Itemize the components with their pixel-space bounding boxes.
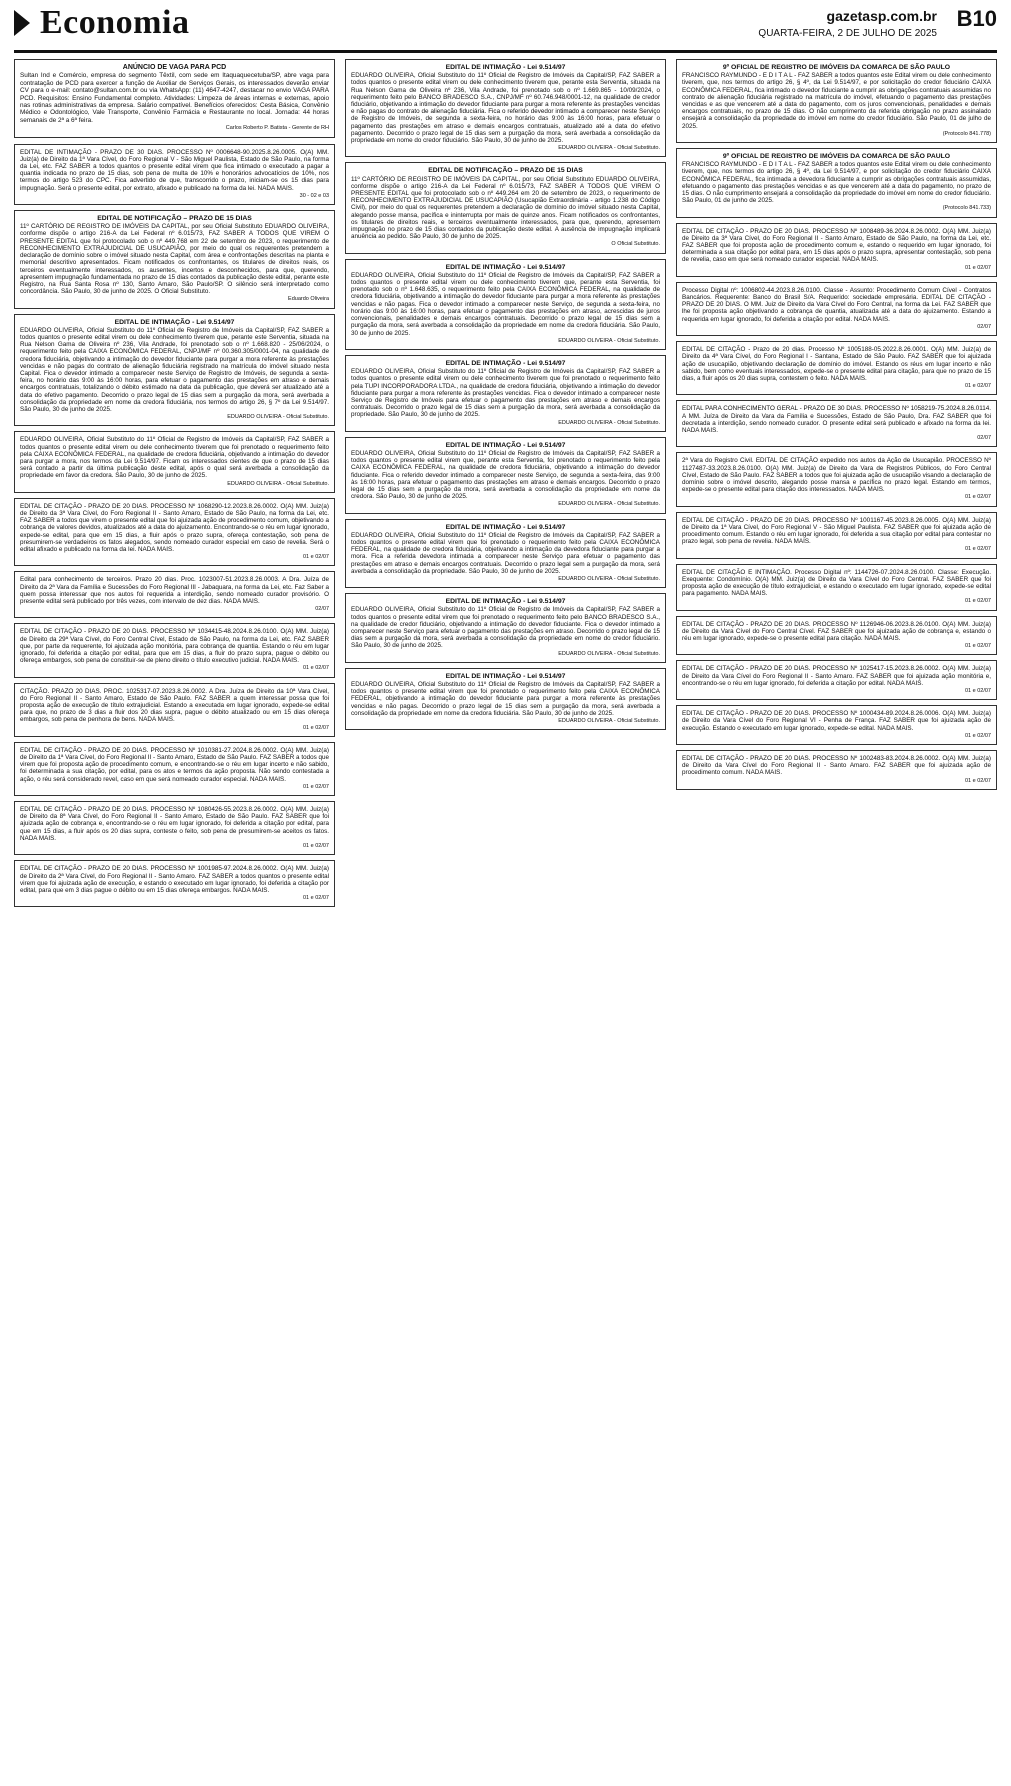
- notice-signature: EDUARDO OLIVEIRA - Oficial Substituto.: [558, 650, 660, 657]
- notice-title: EDITAL DE INTIMAÇÃO - Lei 9.514/97: [445, 523, 566, 531]
- notice-body: EDITAL DE CITAÇÃO - PRAZO DE 20 DIAS. PROCESSO Nº 1126946-06.2023.8.26.0100. O(A) MM. Juiz(a) de Direito da Vara Cível do Foro Central Cível. FAZ SABER que foi ajuizada ação de cobrança e, estando o réu em lugar ignorado, expede-se o presente edital para citação. NADA MAIS.: [682, 620, 991, 642]
- legal-notice: [14, 59, 335, 138]
- legal-notice: [14, 144, 335, 205]
- notice-signature: 01 e 02/07: [965, 732, 991, 739]
- legal-notice: [676, 400, 997, 447]
- notice-signature: 01 e 02/07: [965, 546, 991, 553]
- legal-notice: [14, 742, 335, 796]
- legal-notice: [676, 512, 997, 559]
- notice-signature: 30 - 02 e 03: [299, 192, 329, 199]
- notice-signature: O Oficial Substituto.: [611, 241, 660, 248]
- notice-body: EDUARDO OLIVEIRA, Oficial Substituto do 11º Oficial de Registro de Imóveis da Capital/SP, FAZ SABER a todos quantos o presente edital virem ou dele conhecimento tiverem que, perante esta Serventia, foi prenotado sob o nº 1.648.635, o requerimento feito pela CAIXA ECONÔMICA FEDERAL, na qualidade de credora fiduciária, objetivando a intimação do devedor fiduciante para purgar a mora referente às prestações vencidas e não pagas. Fica o devedor intimado a comparecer neste Serviço, de segunda a sexta-feira, no horário das 9:00 às 16:00 horas, para efetuar o pagamento das prestações em atraso, acrescidas de juros convencionais, penalidades e demais encargos contratuais. Decorrido o prazo legal de 15 dias sem a purgação da mora, será averbada a consolidação da propriedade em nome da credora fiduciária. São Paulo, 30 de junho de 2025.: [351, 271, 660, 337]
- notice-signature: EDUARDO OLIVEIRA - Oficial Substituto.: [558, 501, 660, 508]
- notice-body: Sultan Ind e Comércio, empresa do segmento Têxtil, com sede em Itaquaquecetuba/SP, abre vaga para contratação de PCD para exercer a função de Auxiliar de Serviços Gerais, os interessados deverão enviar CV para o e-mail: contato@sultan.com.br ou via WhatsApp: (11) 4647-4247, destacar no envio VAGA PARA PCD. Requisitos: Ensino Fundamental completo. Atividades: Limpeza de áreas internas e externas, apoio nas rotinas administrativas da empresa. Salário compatível. Benefícios oferecidos: Cesta Básica, Convênio Médico e Odontológico, Vale Transporte, Convênio Farmácia e Restaurante no local. Jornada: 44 horas semanais de 2ª a 6ª feira.: [20, 72, 329, 124]
- chevron-right-icon: [14, 10, 30, 36]
- notice-body: EDUARDO OLIVEIRA, Oficial Substituto do 11º Oficial de Registro de Imóveis da Capital/SP, FAZ SABER a todos quantos o presente edital virem ou dele conhecimento tiverem que, perante esta Serventia, situada na Rua Nelson Gama de Oliveira nº 236, Vila Andrade, foi prenotado sob o nº 1.669.865 - 10/09/2024, o requerimento feito pelo BANCO BRADESCO S.A., CNPJ/MF nº 60.746.948/0001-12, na qualidade de credor fiduciário, objetivando a intimação do devedor fiduciante para purgar a mora referente às prestações vencidas e não pagas do contrato de alienação fiduciária. Fica o referido devedor intimado a comparecer neste Serviço de Registro de Imóveis, de segunda a sexta-feira, no horário das 9:00 às 16:00 horas, para efetuar o pagamento das prestações em atraso e demais encargos contratuais, atualizado até a data do efetivo pagamento. Decorrido o prazo legal de 15 dias sem a purgação da mora, será averbada a consolidação da propriedade em nome do credor fiduciário. São Paulo, 30 de junho de 2025.: [351, 72, 660, 145]
- notice-signature: 01 e 02/07: [965, 264, 991, 271]
- notice-body: FRANCISCO RAYMUNDO - E D I T A L - FAZ SABER a todos quantos este Edital virem ou dele conhecimento tiverem, que, nos termos do artigo 26, § 4º, da Lei 9.514/97, e por solicitação do credor fiduciário CAIXA ECONÔMICA FEDERAL, fica intimado o devedor fiduciante a cumprir as obrigações contratuais assumidas no contrato de alienação fiduciária registrado na matrícula do imóvel, efetuando o pagamento das prestações vencidas e as que vencerem até a data do pagamento, com os juros convencionais, penalidades e demais encargos contratuais, no prazo de 15 dias. O não cumprimento da referida obrigação no prazo assinalado ensejará a consolidação da propriedade do imóvel em nome do credor fiduciário. São Paulo, 01 de julho de 2025.: [682, 72, 991, 130]
- notice-body: Edital para conhecimento de terceiros. Prazo 20 dias. Proc. 1023007-51.2023.8.26.0003. A Dra. Juíza de Direito da 2ª Vara da Família e Sucessões do Foro Regional III - Jabaquara, na forma da Lei, etc. Faz Saber a quem possa interessar que nos autos foi requerida a interdição, sendo nomeado curador provisório. O presente edital será publicado por três vezes, com intervalo de dez dias. NADA MAIS.: [20, 576, 329, 606]
- notice-body: EDUARDO OLIVEIRA, Oficial Substituto do 11º Oficial de Registro de Imóveis da Capital/SP, FAZ SABER a todos quantos o presente edital virem ou dele conhecimento tiverem que foi prenotado o requerimento feito pela TUPI INCORPORADORA LTDA., na qualidade de credora fiduciária, objetivando a intimação do devedor fiduciante para purgar a mora referente às prestações vencidas. Fica o devedor intimado a comparecer neste Serviço de Registro de Imóveis para efetuar o pagamento das prestações em atraso e demais encargos contratuais. Decorrido o prazo legal de 15 dias sem a purgação da mora, será averbada a consolidação da propriedade. São Paulo, 30 de junho de 2025.: [351, 368, 660, 419]
- notice-title: EDITAL DE NOTIFICAÇÃO – PRAZO DE 15 DIAS: [428, 167, 583, 175]
- notice-body: EDUARDO OLIVEIRA, Oficial Substituto do 11º Oficial de Registro de Imóveis da Capital/SP, FAZ SABER a todos quantos o presente edital virem que foi prenotado o requerimento feito pela CAIXA ECONÔMICA FEDERAL, objetivando a intimação do devedor fiduciante para purgar a mora referente às prestações vencidas e não pagas. Decorrido o prazo legal de 15 dias sem a purgação da mora, será averbada a consolidação da propriedade em nome da credora fiduciária. São Paulo, 30 de junho de 2025.: [351, 681, 660, 717]
- notice-title: EDITAL DE INTIMAÇÃO - Lei 9.514/97: [445, 672, 566, 680]
- notice-body: EDITAL DE CITAÇÃO - PRAZO DE 20 DIAS. PROCESSO Nº 1025417-15.2023.8.26.0002. O(A) MM. Juiz(a) de Direito da Vara Cível do Foro Regional II - Santo Amaro. FAZ SABER que foi ajuizada ação monitória e, encontrando-se o réu em lugar ignorado, foi deferida a citação por edital. NADA MAIS.: [682, 665, 991, 687]
- column-2: [345, 59, 666, 1781]
- notice-signature: EDUARDO OLIVEIRA - Oficial Substituto.: [558, 575, 660, 582]
- notice-signature: EDUARDO OLIVEIRA - Oficial Substituto.: [227, 414, 329, 421]
- notice-signature: 01 e 02/07: [303, 895, 329, 902]
- legal-notice: [14, 860, 335, 907]
- notice-title: EDITAL DE INTIMAÇÃO - Lei 9.514/97: [445, 359, 566, 367]
- notice-title: EDITAL DE INTIMAÇÃO - Lei 9.514/97: [445, 263, 566, 271]
- notice-signature: 01 e 02/07: [965, 494, 991, 501]
- notice-signature: EDUARDO OLIVEIRA - Oficial Substituto.: [558, 337, 660, 344]
- legal-notice: [345, 259, 666, 350]
- notice-title: EDITAL DE INTIMAÇÃO - Lei 9.514/97: [445, 598, 566, 606]
- legal-notice: [676, 660, 997, 700]
- notice-title: 9º OFICIAL DE REGISTRO DE IMÓVEIS DA COMARCA DE SÃO PAULO: [722, 64, 951, 71]
- notice-signature: 01 e 02/07: [965, 598, 991, 605]
- notice-body: EDITAL DE CITAÇÃO - PRAZO DE 20 DIAS. PROCESSO Nº 1002483-83.2024.8.26.0002. O(A) MM. Juiz(a) de Direito da Vara Cível do Foro Regional II - Santo Amaro. FAZ SABER que foi ajuizada ação de procedimento comum. NADA MAIS.: [682, 755, 991, 777]
- legal-notice: [14, 623, 335, 677]
- notice-signature: 01 e 02/07: [303, 724, 329, 731]
- legal-notice: [14, 431, 335, 492]
- notice-signature: 02/07: [977, 323, 991, 330]
- columns: [14, 59, 997, 1781]
- notice-signature: 01 e 02/07: [303, 783, 329, 790]
- notice-title: ANÚNCIO DE VAGA PARA PCD: [122, 64, 227, 71]
- legal-notice: [345, 437, 666, 514]
- notice-body: EDUARDO OLIVEIRA, Oficial Substituto do 11º Oficial de Registro de Imóveis da Capital/SP, FAZ SABER a todos quantos o presente edital virem que foi prenotado o requerimento feito pela CAIXA ECONÔMICA FEDERAL, na qualidade de credora fiduciária, objetivando a intimação da devedora fiduciante para purgar a mora. Fica a referida devedora intimada a comparecer neste Serviço para efetuar o pagamento das prestações em atraso e demais encargos contratuais. Decorrido o prazo legal sem a purgação da mora, será averbada a consolidação da propriedade. São Paulo, 30 de junho de 2025.: [351, 531, 660, 575]
- legal-notice: [676, 750, 997, 790]
- page-number: B10: [956, 6, 997, 31]
- legal-notice: [345, 519, 666, 589]
- notice-signature: 01 e 02/07: [965, 383, 991, 390]
- notice-signature: 02/07: [977, 435, 991, 442]
- notice-signature: 02/07: [315, 606, 329, 613]
- notice-body: EDITAL DE INTIMAÇÃO - PRAZO DE 30 DIAS. PROCESSO Nº 0006648-90.2025.8.26.0005. O(A) MM. Juiz(a) de Direito da 1ª Vara Cível, do Foro Regional V - São Miguel Paulista, Estado de São Paulo, na forma da Lei, etc. FAZ SABER a todos quantos o presente edital virem que fica intimado o executado a pagar a quantia indicada no prazo de 15 dias, sob pena de multa de 10% e honorários advocatícios de 10%, nos termos do artigo 523 do CPC. Fica advertido de que, transcorrido o prazo, iniciam-se os 15 dias para impugnação. Será o presente edital, por extrato, afixado e publicado na forma da lei. NADA MAIS.: [20, 148, 329, 192]
- issue-date: QUARTA-FEIRA, 2 DE JULHO DE 2025: [758, 28, 937, 39]
- notice-body: EDITAL DE CITAÇÃO - PRAZO DE 20 DIAS. PROCESSO Nº 1001167-45.2023.8.26.0005. O(A) MM. Juiz(a) de Direito da 1ª Vara Cível, do Foro Regional V - São Miguel Paulista. FAZ SABER que foi ajuizada ação de procedimento comum. Estando o réu em lugar ignorado, foi deferida a sua citação por edital para contestar no prazo legal, sob pena de revelia. NADA MAIS.: [682, 516, 991, 546]
- legal-notice: [676, 148, 997, 218]
- notice-body: EDITAL DE CITAÇÃO - Prazo de 20 dias. Processo Nº 1005188-05.2022.8.26.0001. O(A) MM. Juiz(a) de Direito da 4ª Vara Cível, do Foro Regional I - Santana, Estado de São Paulo. FAZ SABER que foi ajuizada ação de usucapião, objetivando declaração de domínio do imóvel. Estando os réus em lugar incerto e não sabido, bem como eventuais interessados, expede-se o presente edital para citação, para que no prazo de 15 dias, a fluir após os 20 dias supra, contestem o feito. NADA MAIS.: [682, 346, 991, 382]
- notice-title: 9º OFICIAL DE REGISTRO DE IMÓVEIS DA COMARCA DE SÃO PAULO: [722, 153, 951, 161]
- notice-signature: Eduardo Oliveira: [288, 296, 329, 303]
- notice-title: EDITAL DE INTIMAÇÃO - Lei 9.514/97: [114, 318, 235, 326]
- notice-body: 11º CARTÓRIO DE REGISTRO DE IMÓVEIS DA CAPITAL, por seu Oficial Substituto EDUARDO OLIVEIRA, conforme dispõe o artigo 216-A da Lei Federal nº 6.015/73, FAZ SABER A TODOS QUE VIREM O PRESENTE EDITAL que foi protocolado sob o nº 449.768 em 22 de setembro de 2023, o requerimento de RECONHECIMENTO EXTRAJUDICIAL DE USUCAPIÃO, por meio do qual os requerentes pretendem a declaração de domínio sobre o imóvel situado nesta Capital, com área e confrontações descritas na planta e memorial descritivo apresentados. Ficam notificados os confrontantes, os titulares de direitos reais, os terceiros eventualmente interessados, os ausentes, incertos e desconhecidos, para que, querendo, apresentem impugnação fundamentada no prazo de 15 dias contados da publicação deste edital, perante este Registro, na Rua Santa Rosa nº 130, Santo Amaro, São Paulo/SP. O silêncio será interpretado como concordância. São Paulo, 30 de junho de 2025. O Oficial Substituto.: [20, 223, 329, 296]
- legal-notice: [14, 801, 335, 855]
- notice-signature: 01 e 02/07: [965, 777, 991, 784]
- notice-signature: 01 e 02/07: [303, 665, 329, 672]
- section-name: Economia: [40, 4, 190, 41]
- legal-notice: [345, 162, 666, 253]
- notice-signature: 01 e 02/07: [965, 643, 991, 650]
- legal-notice: [345, 668, 666, 730]
- notice-body: EDITAL DE CITAÇÃO - PRAZO DE 20 DIAS. PROCESSO Nº 1008489-36.2024.8.26.0002. O(A) MM. Juiz(a) de Direito da 3ª Vara Cível, do Foro Regional II - Santo Amaro, Estado de São Paulo, na forma da Lei, etc. FAZ SABER que foi proposta ação de procedimento comum e, estando o requerido em lugar ignorado, foi determinada a sua citação por edital para, em 15 dias após o prazo supra, apresentar contestação, sob pena de revelia, caso em que será nomeado curador especial. NADA MAIS.: [682, 227, 991, 264]
- legal-notice: [14, 571, 335, 618]
- notice-body: EDITAL PARA CONHECIMENTO GERAL - PRAZO DE 30 DIAS. PROCESSO Nº 1058219-75.2024.8.26.0114. A MM. Juíza de Direito da Vara da Família e Sucessões, Estado de São Paulo, Dra. FAZ SABER que foi decretada a interdição, sendo nomeado curador. O presente edital será publicado e afixado na forma da lei. NADA MAIS.: [682, 405, 991, 434]
- notice-title: EDITAL DE INTIMAÇÃO - Lei 9.514/97: [445, 441, 566, 449]
- notice-body: EDITAL DE CITAÇÃO - PRAZO DE 20 DIAS. PROCESSO Nº 1010381-27.2024.8.26.0002. O(A) MM. Juiz(a) de Direito da 1ª Vara Cível, do Foro Regional II - Santo Amaro, Estado de São Paulo. FAZ SABER a todos que virem que foi proposta ação de procedimento comum, e encontrando-se o réu em lugar incerto e não sabido, foi determinada a sua citação, por edital, para os atos e termos da ação proposta. Não sendo contestada a ação, o réu será considerado revel, caso em que será nomeado curador especial. NADA MAIS.: [20, 746, 329, 783]
- notice-body: Processo Digital nº: 1006802-44.2023.8.26.0100. Classe - Assunto: Procedimento Comum Cível - Contratos Bancários. Requerente: Banco do Brasil S/A. Requerido: sociedade empresária. EDITAL DE CITAÇÃO - PRAZO DE 20 DIAS. O MM. Juiz de Direito da Vara Cível do Foro Central, na forma da Lei. FAZ SABER que lhe foi proposta ação objetivando a cobrança de quantia, atualizada até a data do ajuizamento. Estando a requerida em lugar ignorado, foi deferida a citação por edital. NADA MAIS.: [682, 286, 991, 323]
- notice-body: EDITAL DE CITAÇÃO - PRAZO DE 20 DIAS. PROCESSO Nº 1034415-48.2024.8.26.0100. O(A) MM. Juiz(a) de Direito da 29ª Vara Cível, do Foro Central Cível, Estado de São Paulo, na forma da Lei, etc. FAZ SABER que, por parte da requerente, foi ajuizada ação monitória, para cobrança de quantia. Estando o réu em lugar ignorado, foi deferida a citação por edital, para que em 15 dias, a fluir do prazo supra, pague o débito ou ofereça embargos, sob pena de constituir-se de pleno direito o título executivo judicial. NADA MAIS.: [20, 628, 329, 665]
- section-title: [14, 4, 189, 42]
- page-header: [14, 0, 997, 53]
- notice-body: FRANCISCO RAYMUNDO - E D I T A L - FAZ SABER a todos quantos este Edital virem ou dele conhecimento tiverem, que, nos termos do artigo 26, § 4º, da Lei 9.514/97, e por solicitação do credor fiduciário CAIXA ECONÔMICA FEDERAL, fica intimada a devedora fiduciante a cumprir as obrigações contratuais assumidas, efetuando o pagamento das prestações vencidas e as que vencerem até a data do pagamento, no prazo de 15 dias. O não cumprimento ensejará a consolidação da propriedade do imóvel em nome do credor fiduciário. São Paulo, 01 de junho de 2025.: [682, 161, 991, 205]
- legal-notice: [676, 705, 997, 745]
- notice-body: EDITAL DE CITAÇÃO - PRAZO DE 20 DIAS. PROCESSO Nº 1080426-55.2023.8.26.0002. O(A) MM. Juiz(a) de Direito da 8ª Vara Cível, do Foro Regional II - Santo Amaro, Estado de São Paulo. FAZ SABER que foi ajuizada ação de cobrança e, encontrando-se o réu em lugar ignorado, foi deferida a citação por edital, para que em 15 dias, a fluir após os 20 dias supra, conteste o feito, sob pena de presumirem-se aceitos os fatos. NADA MAIS.: [20, 806, 329, 842]
- notice-body: 2ª Vara do Registro Civil. EDITAL DE CITAÇÃO expedido nos autos da Ação de Usucapião. PROCESSO Nº 1127487-33.2023.8.26.0100. O(A) MM. Juiz(a) de Direito da Vara de Registros Públicos, do Foro Central Cível, Estado de São Paulo. FAZ SABER a todos que foi ajuizada ação de usucapião visando a declaração de domínio sobre o imóvel descrito, alegando posse mansa e pacífica no prazo legal. Estando em termos, expede-se o presente edital para citação dos interessados. NADA MAIS.: [682, 457, 991, 494]
- notice-body: EDITAL DE CITAÇÃO - PRAZO DE 20 DIAS. PROCESSO Nº 1068290-12.2023.8.26.0002. O(A) MM. Juiz(a) de Direito da 3ª Vara Cível, do Foro Regional II - Santo Amaro, Estado de São Paulo, na forma da Lei, etc. FAZ SABER a todos que virem o presente edital que foi ajuizada ação de procedimento comum, objetivando a cobrança de valores devidos, atualizados até a data do ajuizamento. Encontrando-se o réu em lugar ignorado, expede-se edital, para que em 15 dias, a fluir após o prazo supra, ofereça contestação, sob pena de presumirem-se verdadeiros os fatos alegados, sendo nomeado curador especial em caso de revelia. Será o edital afixado e publicado na forma da lei. NADA MAIS.: [20, 502, 329, 553]
- legal-notice: [676, 59, 997, 143]
- legal-notice: [676, 223, 997, 277]
- legal-notice: [676, 452, 997, 506]
- legal-notice: [14, 314, 335, 427]
- notice-signature: EDUARDO OLIVEIRA - Oficial Substituto.: [558, 419, 660, 426]
- notice-signature: EDUARDO OLIVEIRA - Oficial Substituto.: [227, 480, 329, 487]
- legal-notice: [14, 498, 335, 567]
- notice-body: EDITAL DE CITAÇÃO - PRAZO DE 20 DIAS. PROCESSO Nº 1000434-89.2024.8.26.0006. O(A) MM. Juiz(a) de Direito da Vara Cível do Foro Regional VI - Penha de França. FAZ SABER que foi ajuizada ação de execução. Estando o executado em lugar ignorado, expede-se edital. NADA MAIS.: [682, 710, 991, 732]
- notice-signature: (Protocolo 841.733): [942, 205, 991, 212]
- legal-notice: [676, 282, 997, 336]
- notice-signature: 01 e 02/07: [303, 843, 329, 850]
- notice-signature: Carlos Roberto P. Batista - Gerente de RH: [225, 125, 329, 132]
- notice-body: EDITAL DE CITAÇÃO E INTIMAÇÃO. Processo Digital nº: 1144726-07.2024.8.26.0100. Classe: Execução. Exequente: Condomínio. O(A) MM. Juiz(a) de Direito da Vara Cível do Foro Central. FAZ SABER que foi proposta ação de execução de título extrajudicial, e estando o executado em lugar ignorado, expede-se edital para pagamento. NADA MAIS.: [682, 568, 991, 598]
- legal-notice: [676, 616, 997, 656]
- legal-notice: [676, 564, 997, 611]
- notice-signature: EDUARDO OLIVEIRA - Oficial Substituto.: [558, 718, 660, 725]
- legal-notice: [345, 59, 666, 157]
- notice-body: CITAÇÃO. PRAZO 20 DIAS. PROC. 1025317-07.2023.8.26.0002. A Dra. Juíza de Direito da 10ª Vara Cível, do Foro Regional II - Santo Amaro, Estado de São Paulo. FAZ SABER a quem interessar possa que foi proposta ação de execução de título extrajudicial. Estando a executada em lugar ignorado, expede-se edital para que, no prazo de 3 dias a fluir dos 20 dias supra, pague o débito atualizado ou em 15 dias ofereça embargos, sob pena de penhora de bens. NADA MAIS.: [20, 687, 329, 724]
- notice-signature: EDUARDO OLIVEIRA - Oficial Substituto.: [558, 145, 660, 152]
- site-url[interactable]: gazetasp.com.br: [826, 8, 937, 24]
- legal-notice: [14, 210, 335, 308]
- column-1: [14, 59, 335, 1781]
- notice-body: EDUARDO OLIVEIRA, Oficial Substituto do 11º Oficial de Registro de Imóveis da Capital/SP, FAZ SABER a todos quantos o presente edital virem ou dele conhecimento tiverem que, perante este Serventia, situada na Rua Nelson Gama de Oliveira nº 236, Vila Andrade, foi prenotado sob o nº 1.668.820 - 25/06/2024, o requerimento feito pela CAIXA ECONÔMICA FEDERAL, CNPJ/MF nº 00.360.305/0001-04, na qualidade de credora fiduciária, objetivando a intimação do devedor fiduciante para purgar a mora referente às prestações vencidas e não pagas do contrato de alienação fiduciária registrado na matrícula do imóvel situado nesta Capital. Fica o devedor intimado a comparecer neste Serviço de Registro de Imóveis, de segunda a sexta-feira, no horário das 9:00 às 16:00 horas, para efetuar o pagamento das prestações em atraso e demais encargos contratuais, totalizando o débito estimado na data da publicação, que deverá ser atualizado até a data do efetivo pagamento. Decorrido o prazo legal de 15 dias sem a purgação da mora, será averbada a consolidação da propriedade em nome da credora fiduciária, nos termos do artigo 26, § 7º da Lei 9.514/97. São Paulo, 30 de junho de 2025.: [20, 326, 329, 413]
- column-3: [676, 59, 997, 1781]
- notice-body: EDUARDO OLIVEIRA, Oficial Substituto do 11º Oficial de Registro de Imóveis da Capital/SP, FAZ SABER a todos quantos o presente edital virem que foi prenotado o requerimento feito pelo BANCO BRADESCO S.A., na qualidade de credor fiduciário, objetivando a intimação do devedor fiduciante. Fica o devedor intimado a comparecer neste Serviço para efetuar o pagamento das prestações em atraso. Decorrido o prazo legal de 15 dias sem a purgação da mora, será averbada a consolidação da propriedade em nome do credor fiduciário. São Paulo, 30 de junho de 2025.: [351, 606, 660, 650]
- notice-body: EDITAL DE CITAÇÃO - PRAZO DE 20 DIAS. PROCESSO Nº 1001985-97.2024.8.26.0002. O(A) MM. Juiz(a) de Direito da 2ª Vara Cível, do Foro Regional II - Santo Amaro. FAZ SABER a todos quantos o presente edital virem que foi ajuizada ação de execução, e estando o executado em lugar ignorado, foi deferida a citação por edital, para que em 3 dias pague o débito ou em 15 dias ofereça embargos. NADA MAIS.: [20, 865, 329, 894]
- notice-title: EDITAL DE INTIMAÇÃO - Lei 9.514/97: [445, 64, 566, 71]
- legal-notice: [345, 355, 666, 432]
- notice-signature: 01 e 02/07: [965, 688, 991, 694]
- notice-body: 11º CARTÓRIO DE REGISTRO DE IMÓVEIS DA CAPITAL, por seu Oficial Substituto EDUARDO OLIVEIRA, conforme dispõe o artigo 216-A da Lei Federal nº 6.015/73, FAZ SABER A TODOS QUE VIREM O PRESENTE EDITAL que foi protocolado sob o nº 449.264 em 20 de setembro de 2023, o requerimento de RECONHECIMENTO EXTRAJUDICIAL DE USUCAPIÃO (Usucapião Extraordinária - artigo 1.238 do Código Civil), por meio do qual os requerentes pretendem a declaração de domínio do imóvel situado nesta Capital, alegando posse mansa, pacífica e ininterrupta por mais de quinze anos. Ficam notificados os confrontantes, os titulares de direitos reais, e terceiros eventualmente interessados, para que, querendo, apresentem impugnação no prazo de 15 dias contados da publicação deste edital. A ausência de impugnação implicará anuência ao pedido. São Paulo, 30 de junho de 2025.: [351, 175, 660, 241]
- legal-notice: [676, 341, 997, 395]
- notice-body: EDUARDO OLIVEIRA, Oficial Substituto do 11º Oficial de Registro de Imóveis da Capital/SP, FAZ SABER a todos quantos o presente edital virem que, perante esta Serventia, foi prenotado o requerimento feito pela CAIXA ECONÔMICA FEDERAL, na qualidade de credora fiduciária, objetivando a intimação do devedor fiduciante. Fica o referido devedor intimado a comparecer neste Serviço, de segunda a sexta-feira, das 9:00 às 16:00 horas, para efetuar o pagamento das prestações em atraso e demais encargos. Decorrido o prazo legal de 15 dias sem a purgação da mora, será averbada a consolidação da propriedade em nome da credora. São Paulo, 30 de junho de 2025.: [351, 449, 660, 501]
- notice-signature: 01 e 02/07: [303, 554, 329, 561]
- notice-body: EDUARDO OLIVEIRA, Oficial Substituto do 11º Oficial de Registro de Imóveis da Capital/SP, FAZ SABER a todos quantos o presente edital virem ou dele conhecimento tiverem que foi prenotado o requerimento feito pela CAIXA ECONÔMICA FEDERAL, na qualidade de credora fiduciária, objetivando a intimação do devedor para purgar a mora, nos termos da Lei 9.514/97. Ficam os interessados cientes de que o prazo de 15 dias será contado a partir da última publicação deste edital, após o qual será averbada a consolidação da propriedade em favor da credora. São Paulo, 30 de junho de 2025.: [20, 436, 329, 480]
- notice-signature: (Protocolo 841.778): [942, 130, 991, 137]
- legal-notice: [14, 683, 335, 737]
- notice-title: EDITAL DE NOTIFICAÇÃO – PRAZO DE 15 DIAS: [97, 215, 252, 223]
- legal-notice: [345, 593, 666, 663]
